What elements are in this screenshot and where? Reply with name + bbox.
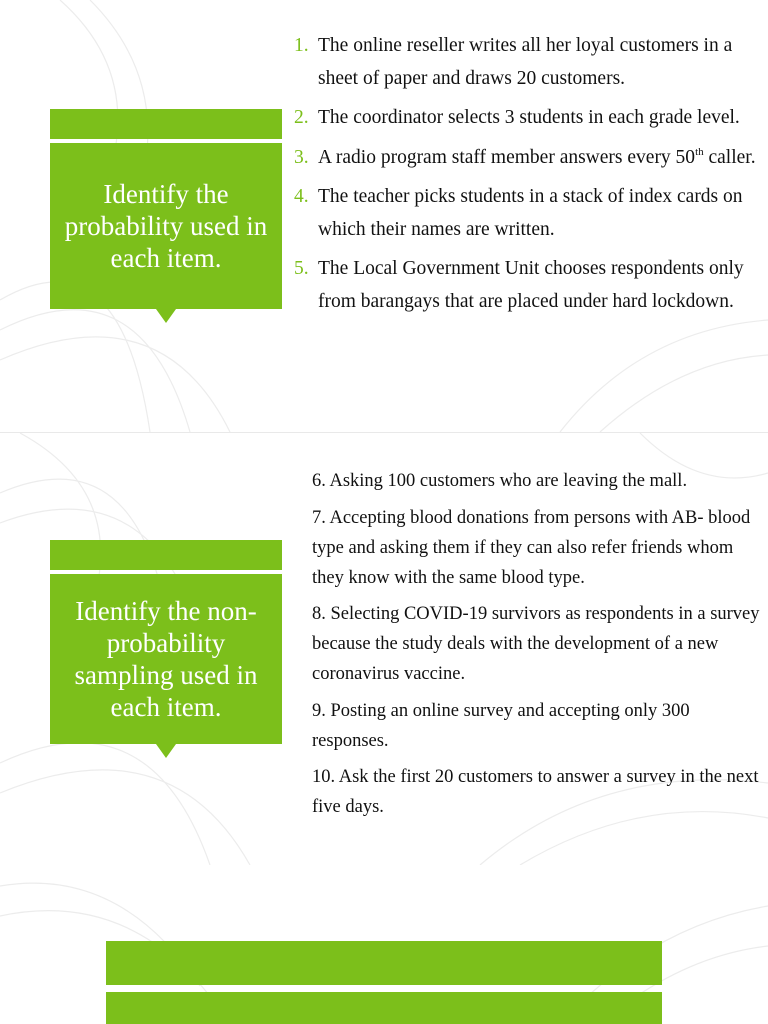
slide-2-heading: Identify the non-probability sampling used in each item. (74, 596, 258, 722)
accent-bar (106, 941, 662, 985)
probability-items-list (294, 30, 768, 325)
slide-1 (0, 0, 768, 432)
item-text: The teacher picks students in a stack of index cards on which their names are written. (318, 186, 743, 240)
list-item (294, 181, 768, 246)
non-probability-items-list (312, 466, 764, 829)
list-item: 10. Ask the first 20 customers to answer a survey in the next five days. (312, 767, 759, 817)
item-text: The coordinator selects 3 students in each grade level. (318, 107, 740, 128)
slide-2 (0, 433, 768, 865)
slide-1-heading: Identify the probability used in each item. (64, 179, 268, 273)
item-number: 4. (294, 186, 309, 207)
item-text: The Local Government Unit chooses respondents only from barangays that are placed under hard lockdown. (318, 258, 744, 312)
list-item: 7. Accepting blood donations from persons with AB- blood type and asking them if they can also refer friends whom they know with the same blood type. (312, 507, 751, 588)
heading-box (50, 574, 282, 744)
item-text: The online reseller writes all her loyal customers in a sheet of paper and draws 20 customers. (318, 35, 733, 89)
list-item (294, 142, 768, 175)
list-item: 8. Selecting COVID-19 survivors as respondents in a survey because the study deals with the development of a new coronavirus vaccine. (312, 604, 760, 684)
list-item: 9. Posting an online survey and accepting only 300 responses. (312, 700, 690, 751)
item-superscript: th (695, 145, 704, 158)
item-number: 1. (294, 35, 309, 56)
heading-box (50, 143, 282, 309)
heading-pointer (156, 309, 176, 323)
item-number: 3. (294, 146, 309, 168)
list-item (294, 253, 768, 318)
item-text-continued: caller. (703, 146, 756, 168)
heading-pointer (156, 744, 176, 758)
item-number: 2. (294, 107, 309, 128)
accent-bar (50, 109, 282, 139)
heading-box-top (106, 992, 662, 1024)
list-item (294, 102, 768, 135)
slide-3 (0, 866, 768, 1024)
list-item (294, 30, 768, 95)
accent-bar (50, 540, 282, 570)
list-item: 6. Asking 100 customers who are leaving the mall. (312, 471, 688, 491)
item-number: 5. (294, 258, 309, 279)
item-text: A radio program staff member answers every 50 (318, 146, 696, 168)
